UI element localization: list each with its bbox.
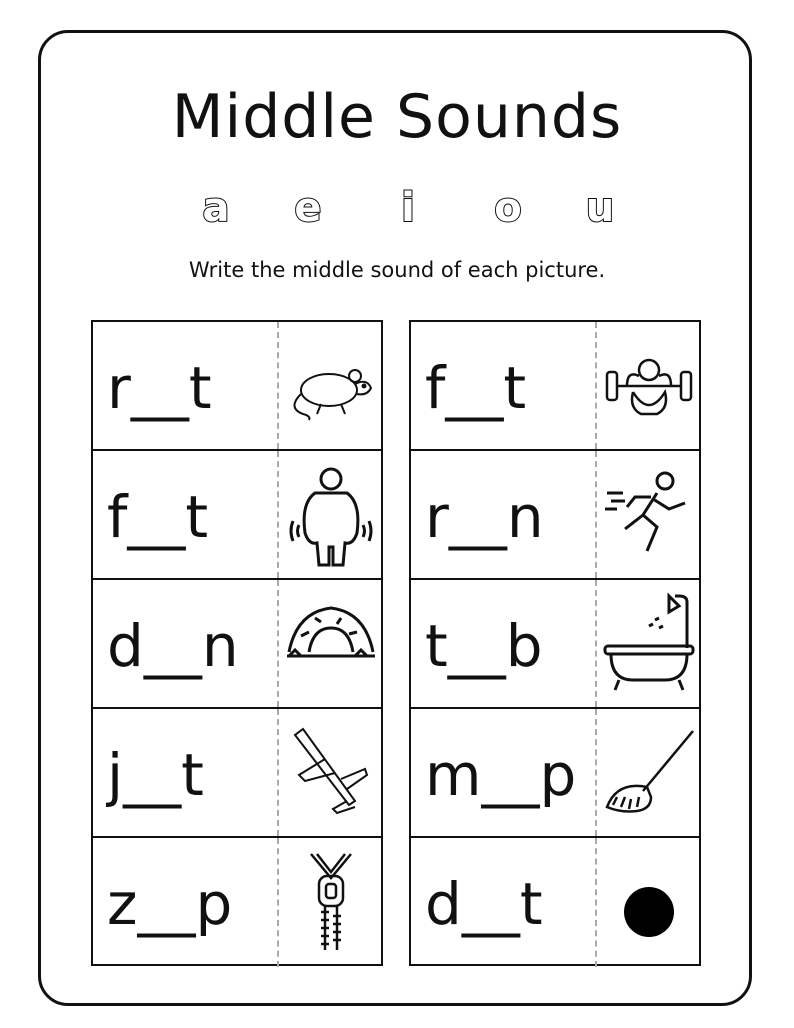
- dashed-divider: [277, 580, 279, 707]
- left-word-grid: [91, 320, 383, 966]
- right-word-grid: [409, 320, 701, 966]
- word-cell: [93, 580, 381, 709]
- mop-icon: [603, 721, 695, 825]
- word-blank[interactable]: r__n: [425, 483, 544, 551]
- vowel-o: o: [494, 185, 522, 231]
- word-cell: [93, 709, 381, 838]
- word-cell: [93, 322, 381, 451]
- word-blank[interactable]: f__t: [425, 354, 527, 422]
- page-title: Middle Sounds: [171, 82, 623, 152]
- word-blank[interactable]: d__t: [425, 870, 543, 938]
- word-cell: [93, 838, 381, 967]
- dot-icon: [603, 850, 695, 954]
- word-cell: [411, 709, 699, 838]
- dashed-divider: [277, 451, 279, 578]
- instruction: Write the middle sound of each picture.: [188, 258, 606, 282]
- dashed-divider: [595, 322, 597, 449]
- dashed-divider: [595, 580, 597, 707]
- word-blank[interactable]: r__t: [107, 354, 212, 422]
- dashed-divider: [277, 322, 279, 449]
- fat-person-icon: [285, 463, 377, 567]
- word-cell: [411, 322, 699, 451]
- dashed-divider: [595, 709, 597, 836]
- dashed-divider: [595, 838, 597, 967]
- zip-icon: [285, 850, 377, 954]
- word-blank[interactable]: f__t: [107, 483, 209, 551]
- vowel-a: a: [202, 185, 230, 231]
- word-blank[interactable]: j__t: [107, 741, 204, 809]
- den-cave-icon: [285, 592, 377, 696]
- run-icon: [603, 463, 695, 567]
- fit-weightlifter-icon: [603, 334, 695, 438]
- word-blank[interactable]: t__b: [425, 612, 543, 680]
- rat-icon: [285, 334, 377, 438]
- vowel-u: u: [585, 185, 615, 231]
- word-cell: [411, 838, 699, 967]
- vowel-row: [0, 185, 794, 235]
- word-blank[interactable]: z__p: [107, 870, 233, 938]
- vowel-e: e: [294, 185, 322, 231]
- dashed-divider: [595, 451, 597, 578]
- jet-icon: [285, 721, 377, 825]
- word-cell: [411, 451, 699, 580]
- word-blank[interactable]: m__p: [425, 741, 577, 809]
- dashed-divider: [277, 709, 279, 836]
- word-cell: [93, 451, 381, 580]
- vowel-i: i: [401, 185, 415, 231]
- word-cell: [411, 580, 699, 709]
- word-blank[interactable]: d__n: [107, 612, 239, 680]
- tub-icon: [603, 592, 695, 696]
- dashed-divider: [277, 838, 279, 967]
